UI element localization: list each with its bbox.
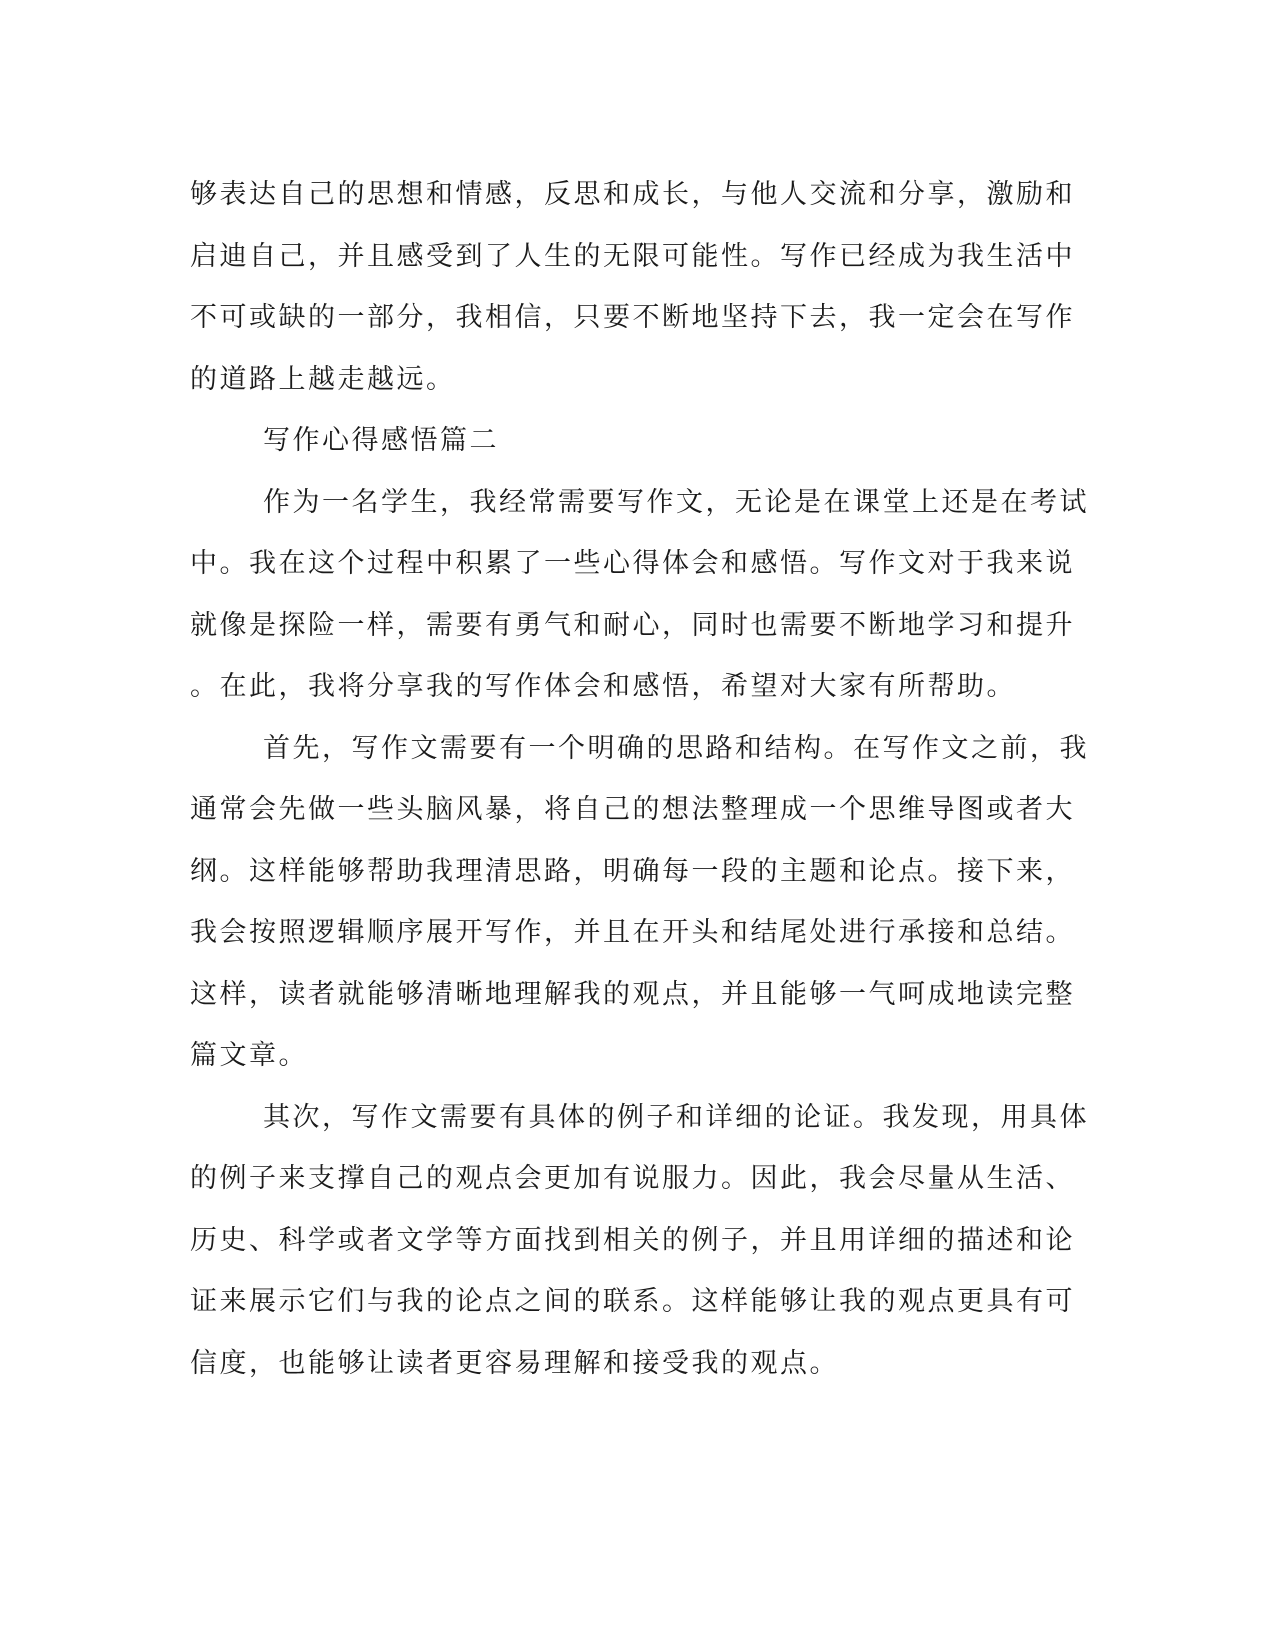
- text-line: 这样，读者就能够清晰地理解我的观点，并且能够一气呵成地读完整: [190, 978, 1075, 1010]
- text-line: 中。我在这个过程中积累了一些心得体会和感悟。写作文对于我来说: [190, 548, 1075, 579]
- text-line: 启迪自己，并且感受到了人生的无限可能性。写作已经成为我生活中: [190, 240, 1075, 272]
- paragraph-start-line: 作为一名学生，我经常需要写作文，无论是在课堂上还是在考试: [263, 486, 1089, 518]
- text-line: 信度，也能够让读者更容易理解和接受我的观点。: [190, 1347, 839, 1379]
- text-line: 不可或缺的一部分，我相信，只要不断地坚持下去，我一定会在写作: [190, 302, 1075, 333]
- text-line: 纲。这样能够帮助我理清思路，明确每一段的主题和论点。接下来，: [190, 855, 1075, 887]
- text-line: 的例子来支撑自己的观点会更加有说服力。因此，我会尽量从生活、: [190, 1163, 1075, 1194]
- text-line: 通常会先做一些头脑风暴，将自己的想法整理成一个思维导图或者大: [190, 794, 1075, 825]
- text-line: 就像是探险一样，需要有勇气和耐心，同时也需要不断地学习和提升: [190, 609, 1075, 641]
- text-line: 我会按照逻辑顺序展开写作，并且在开头和结尾处进行承接和总结。: [190, 917, 1075, 948]
- text-line: 够表达自己的思想和情感，反思和成长，与他人交流和分享，激励和: [190, 179, 1075, 210]
- text-line: 篇文章。: [190, 1040, 308, 1071]
- text-line: 的道路上越走越远。: [190, 363, 456, 395]
- text-line: 历史、科学或者文学等方面找到相关的例子，并且用详细的描述和论: [190, 1224, 1075, 1256]
- paragraph-start-line: 其次，写作文需要有具体的例子和详细的论证。我发现，用具体: [263, 1101, 1089, 1133]
- text-line: 。在此，我将分享我的写作体会和感悟，希望对大家有所帮助。: [190, 671, 1016, 702]
- section-heading: 写作心得感悟篇二: [263, 425, 499, 456]
- paragraph-start-line: 首先，写作文需要有一个明确的思路和结构。在写作文之前，我: [263, 732, 1089, 764]
- body-text: [190, 164, 1090, 1394]
- text-line: 证来展示它们与我的论点之间的联系。这样能够让我的观点更具有可: [190, 1286, 1075, 1317]
